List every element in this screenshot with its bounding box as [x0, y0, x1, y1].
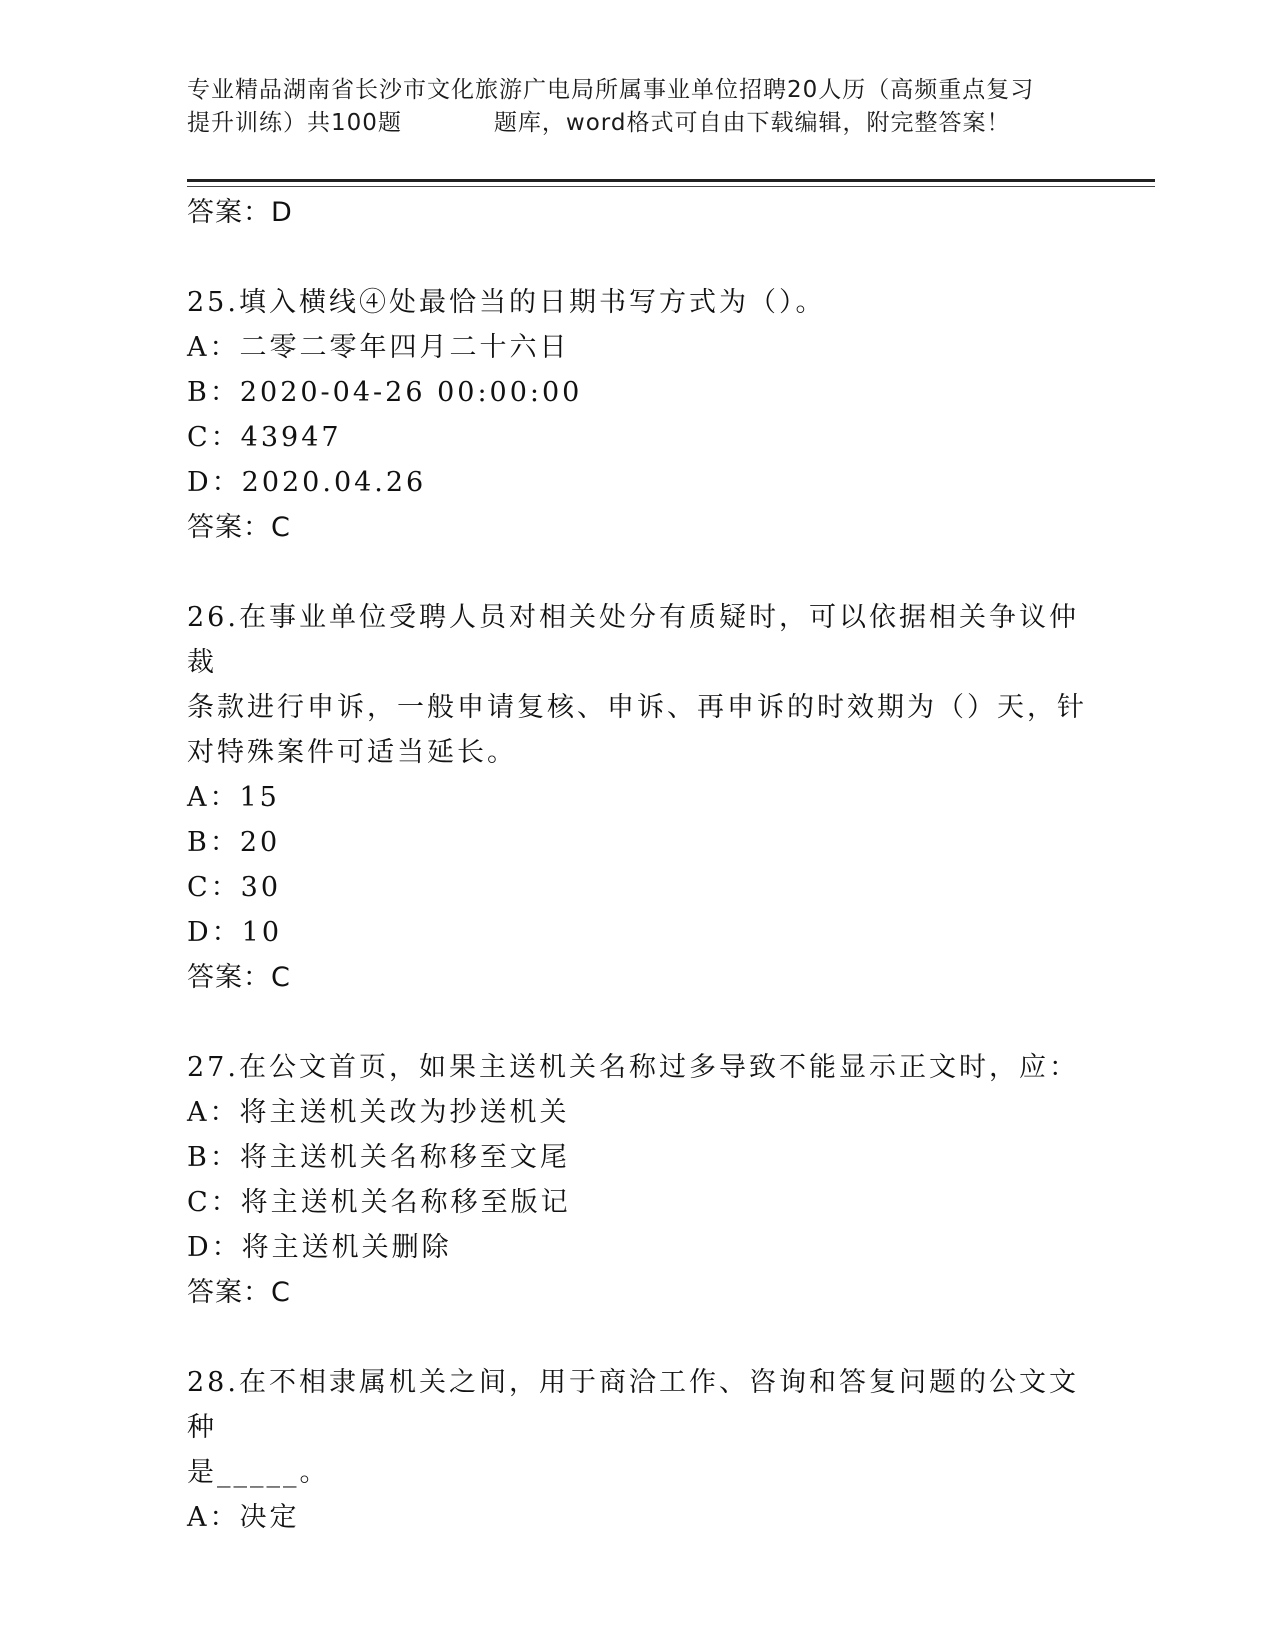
header-line-1: 专业精品湖南省长沙市文化旅游广电局所属事业单位招聘20人历（高频重点复习	[187, 77, 1035, 103]
question-28-line-1: 28.在不相隶属机关之间，用于商洽工作、咨询和答复问题的公文文种	[187, 1367, 1079, 1443]
page-header	[187, 74, 1087, 140]
q27-option-c: C：将主送机关名称移至版记	[187, 1187, 571, 1218]
q25-option-d: D：2020.04.26	[187, 467, 427, 498]
q28-option-a: A：决定	[187, 1502, 300, 1533]
question-25	[187, 280, 1087, 325]
q26-answer: 答案：C	[187, 962, 291, 993]
question-26-line-1: 26.在事业单位受聘人员对相关处分有质疑时，可以依据相关争议仲裁	[187, 602, 1079, 678]
q26-option-b: B：20	[187, 827, 281, 858]
q27-option-a: A：将主送机关改为抄送机关	[187, 1097, 570, 1128]
q27-answer: 答案：C	[187, 1277, 291, 1308]
header-line-2	[187, 107, 1087, 140]
question-26-line-3: 对特殊案件可适当延长。	[187, 737, 517, 768]
q25-answer: 答案：C	[187, 512, 291, 543]
q25-option-c: C：43947	[187, 422, 342, 453]
header-line-2-left: 提升训练）共100题	[187, 110, 402, 136]
q26-option-d: D：10	[187, 917, 283, 948]
q26-option-c: C：30	[187, 872, 282, 903]
question-26	[187, 595, 1087, 775]
document-body	[187, 190, 1087, 1540]
q27-option-b: B：将主送机关名称移至文尾	[187, 1142, 570, 1173]
question-27	[187, 1045, 1087, 1090]
header-line-2-right: 题库，word格式可自由下载编辑，附完整答案！	[493, 110, 1011, 136]
q25-option-b: B：2020-04-26 00:00:00	[187, 377, 583, 408]
header-rule-thick	[187, 179, 1155, 182]
q26-option-a: A：15	[187, 782, 280, 813]
question-28-line-2: 是_____。	[187, 1457, 330, 1488]
q25-option-a: A：二零二零年四月二十六日	[187, 332, 570, 363]
question-26-line-2: 条款进行申诉，一般申请复核、申诉、再申诉的时效期为（）天，针	[187, 692, 1087, 723]
question-25-text: 25.填入横线④处最恰当的日期书写方式为（）。	[187, 287, 826, 318]
q27-option-d: D：将主送机关删除	[187, 1232, 452, 1263]
answer-prev: 答案：D	[187, 197, 293, 228]
header-rule-thin	[187, 186, 1155, 187]
question-28	[187, 1360, 1087, 1495]
question-27-text: 27.在公文首页，如果主送机关名称过多导致不能显示正文时，应：	[187, 1052, 1079, 1083]
